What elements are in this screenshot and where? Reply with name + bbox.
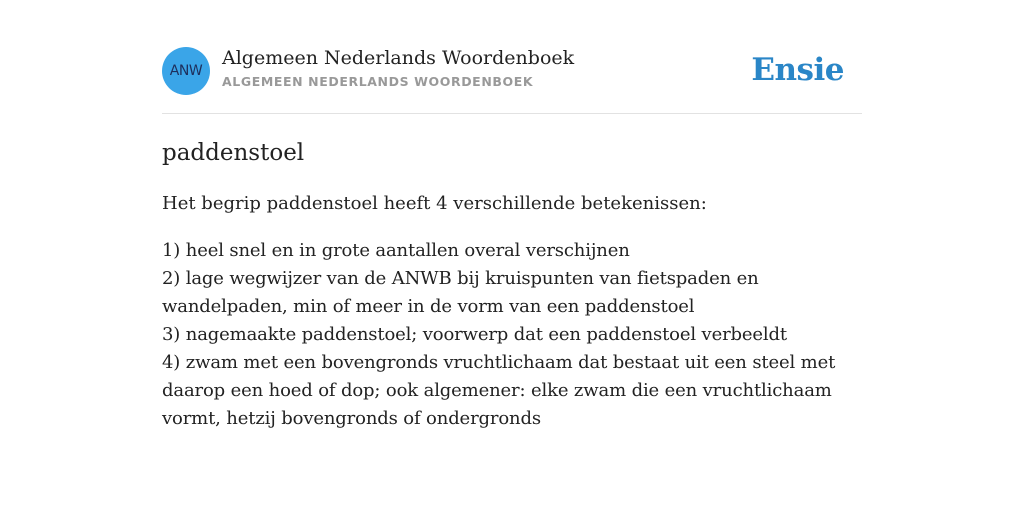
brand-logo[interactable]: Ensie: [751, 52, 844, 88]
meaning-item: 2) lage wegwijzer van de ANWB bij kruispunten van fietspaden en wandelpaden, min of meer in de vorm van een paddenstoel: [162, 268, 759, 317]
source-subtitle: ALGEMEEN NEDERLANDS WOORDENBOEK: [222, 74, 534, 89]
meanings-list: [162, 237, 862, 433]
source-logo[interactable]: ANW: [162, 47, 210, 95]
definition-card: [162, 0, 862, 512]
header-divider: [162, 113, 862, 114]
card-header: [162, 46, 862, 96]
entry-intro: Het begrip paddenstoel heeft 4 verschillende betekenissen:: [162, 193, 707, 214]
entry-word: paddenstoel: [162, 140, 305, 166]
meaning-item: 4) zwam met een bovengronds vruchtlichaam dat bestaat uit een steel met daarop een hoed of dop; ook algemener: elke zwam die een vruchtlichaam vormt, hetzij bovengronds of ondergronds: [162, 352, 836, 429]
source-title[interactable]: Algemeen Nederlands Woordenboek: [222, 47, 575, 69]
meaning-item: 1) heel snel en in grote aantallen overal verschijnen: [162, 240, 630, 261]
meaning-item: 3) nagemaakte paddenstoel; voorwerp dat een paddenstoel verbeeldt: [162, 324, 787, 345]
